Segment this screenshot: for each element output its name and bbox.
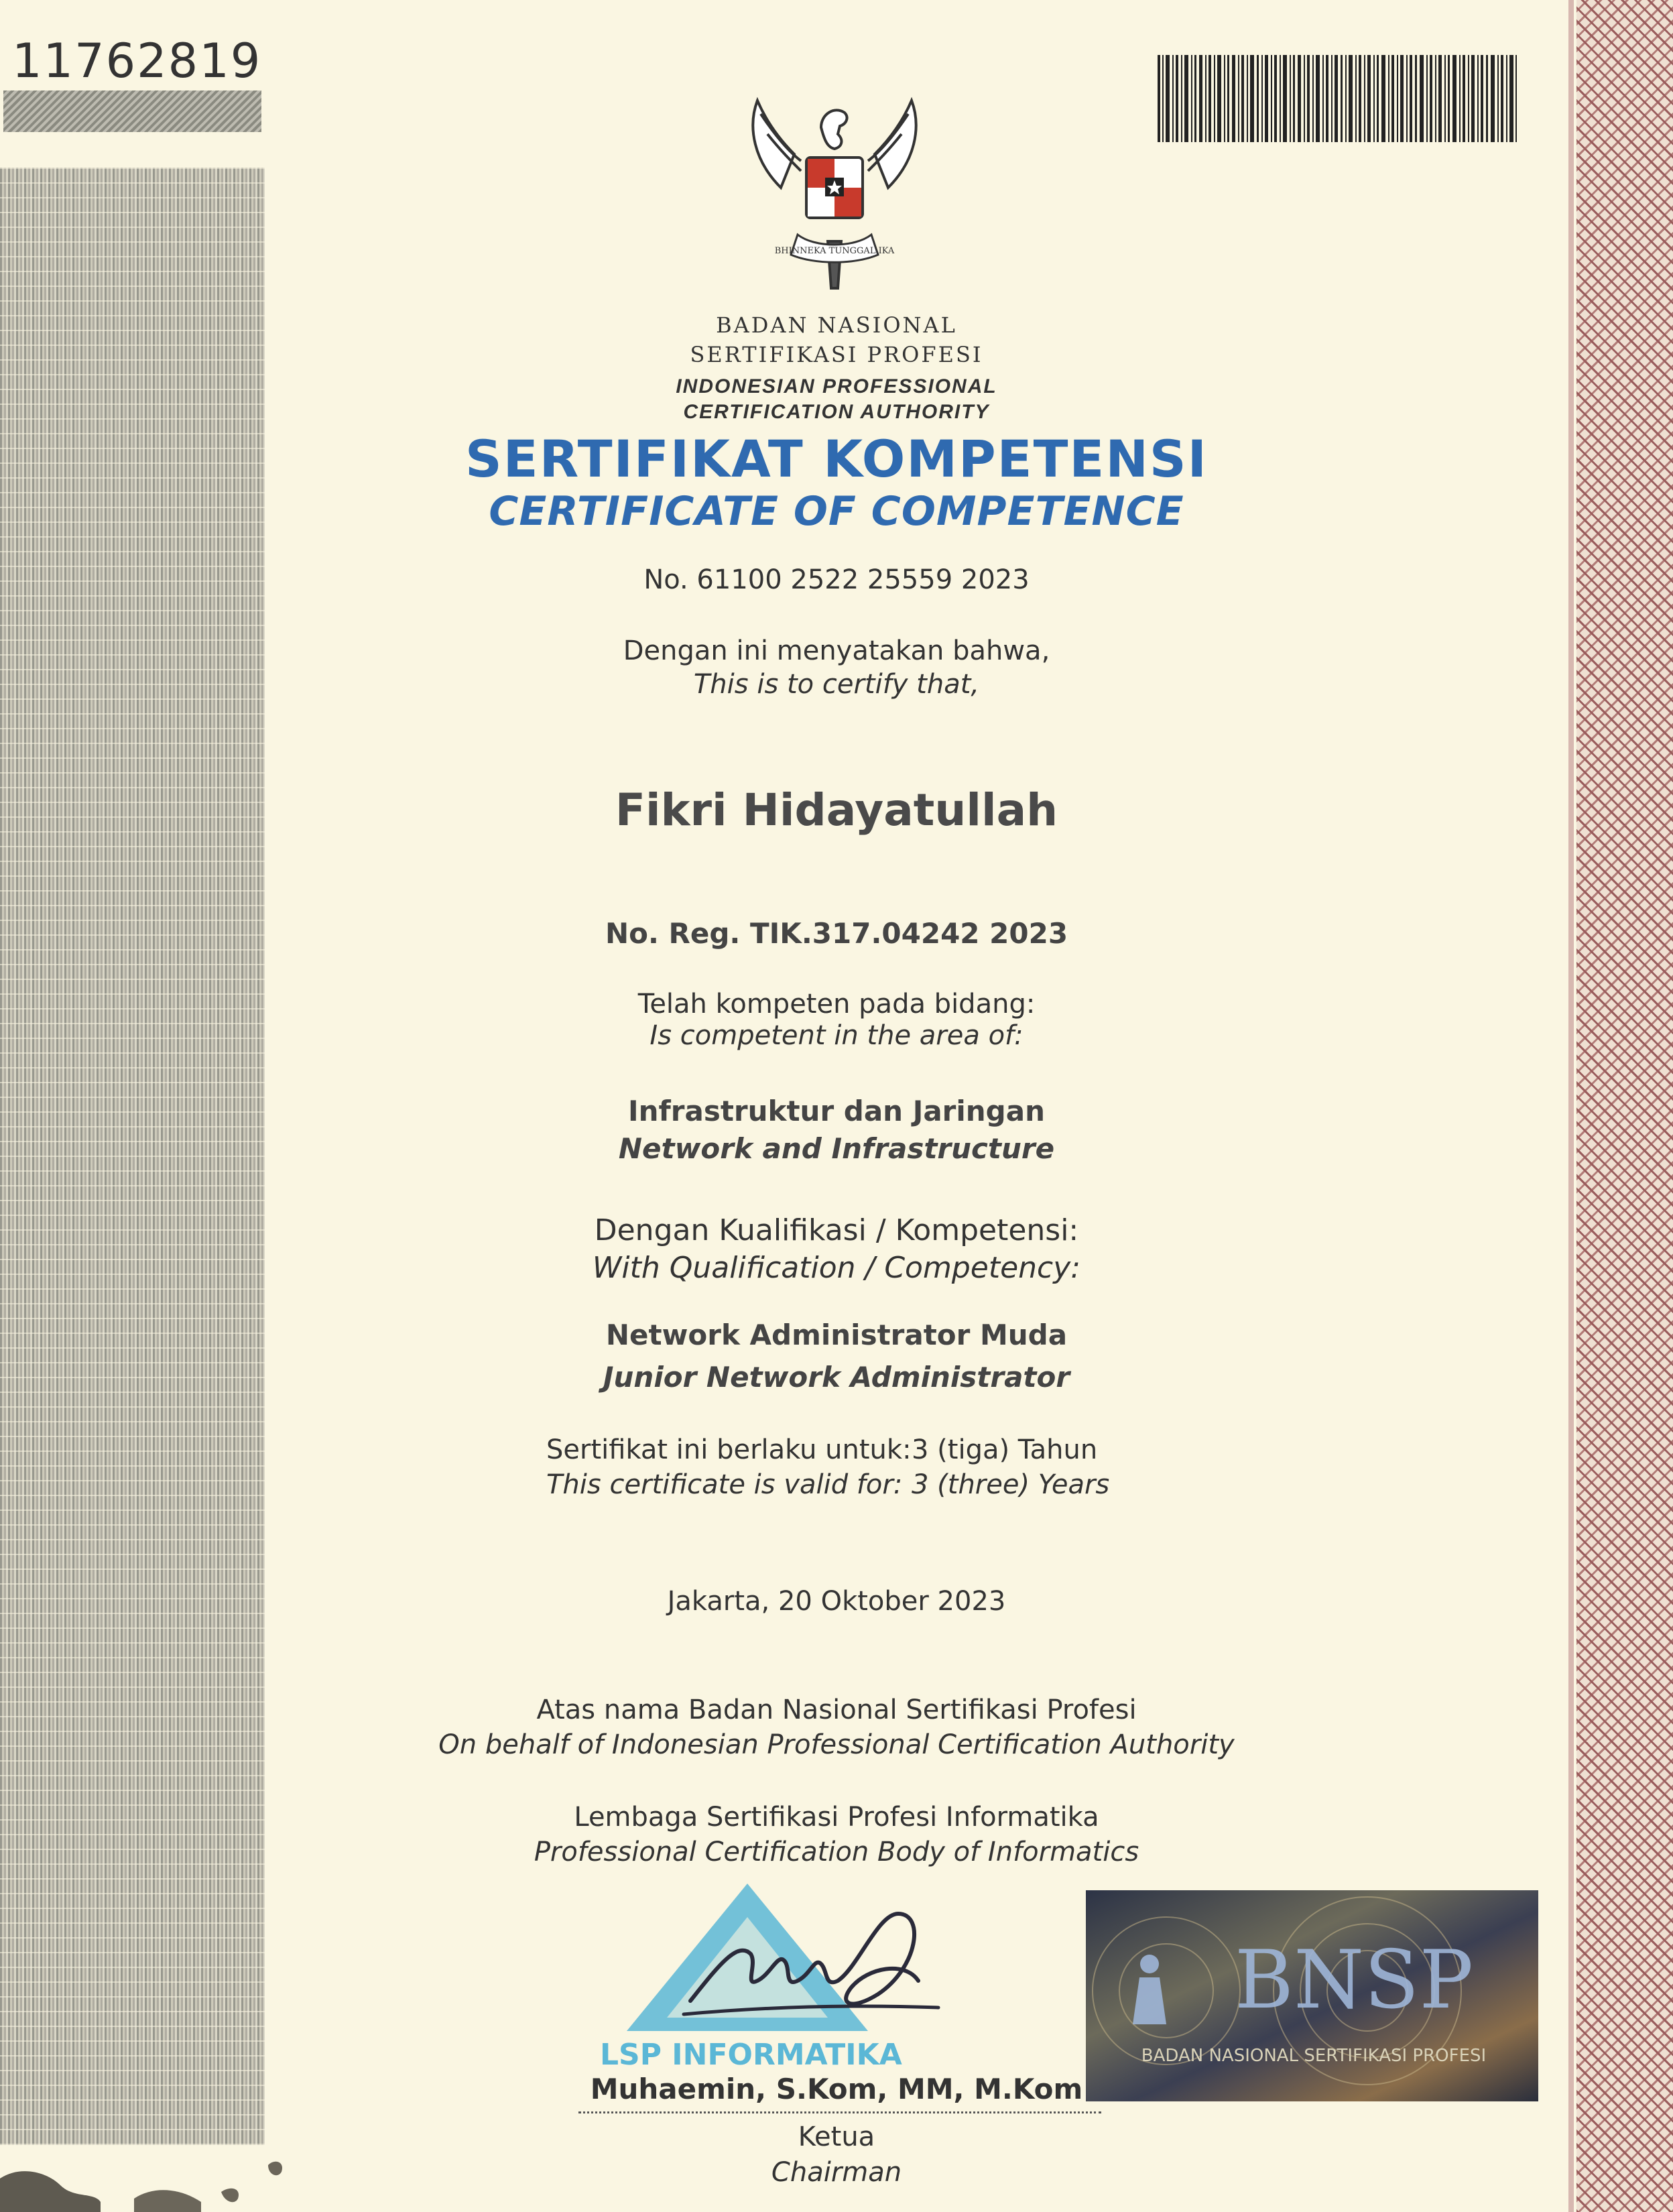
authority-name-en-line2: CERTIFICATION AUTHORITY (683, 401, 990, 423)
holder-name: Fikri Hidayatullah (615, 784, 1058, 836)
competent-label-en: Is competent in the area of: (649, 1020, 1024, 1051)
certification-body: Lembaga Sertifikasi Profesi Informatika (574, 1802, 1099, 1833)
bnsp-hologram-seal (1086, 1890, 1538, 2101)
validity-block (536, 1434, 1206, 1504)
qualification-label-en: With Qualification / Competency: (592, 1251, 1081, 1285)
certificate-title-en: CERTIFICATE OF COMPETENCE (489, 488, 1184, 535)
competency-field: Infrastruktur dan Jaringan (627, 1095, 1045, 1127)
qualification-label: Dengan Kualifikasi / Kompetensi: (594, 1213, 1079, 1247)
certify-statement-en: This is to certify that, (693, 669, 980, 700)
serial-number: 11762819 (12, 34, 262, 88)
signer-title-en: Chairman (771, 2157, 902, 2188)
emblem-motto: BHINNEKA TUNGGAL IKA (774, 246, 895, 256)
validity-value-en: 3 (three) Years (912, 1469, 1110, 1500)
garuda-emblem (727, 87, 942, 302)
certification-body-en: Professional Certification Body of Informatics (534, 1837, 1139, 1867)
on-behalf-en: On behalf of Indonesian Professional Certification Authority (438, 1729, 1235, 1760)
registration-number: No. Reg. TIK.317.04242 2023 (605, 917, 1068, 950)
certificate-title: SERTIFIKAT KOMPETENSI (465, 429, 1208, 489)
lsp-logo-text: LSP INFORMATIKA (600, 2038, 902, 2071)
authority-name-en-line1: INDONESIAN PROFESSIONAL (676, 375, 997, 397)
serial-security-band (3, 90, 261, 132)
validity-label-en: This certificate is valid for: (546, 1469, 903, 1500)
authority-name-line1: BADAN NASIONAL (716, 312, 957, 338)
validity-value: 3 (tiga) Tahun (912, 1434, 1098, 1465)
seal-abbr: BNSP (1234, 1934, 1474, 2027)
map-decoration (0, 2138, 402, 2212)
authority-name-line2: SERTIFIKASI PROFESI (690, 342, 983, 367)
competent-label: Telah kompeten pada bidang: (637, 989, 1036, 1020)
signature (677, 1887, 958, 2041)
qualification-name: Network Administrator Muda (605, 1318, 1068, 1351)
signature-line (578, 2111, 1101, 2113)
competency-field-en: Network and Infrastructure (618, 1132, 1055, 1165)
signer-name: Muhaemin, S.Kom, MM, M.Kom (590, 2073, 1083, 2105)
place-date: Jakarta, 20 Oktober 2023 (667, 1586, 1006, 1617)
seal-caption: BADAN NASIONAL SERTIFIKASI PROFESI (1141, 2046, 1487, 2066)
barcode (1156, 52, 1518, 145)
signer-title: Ketua (798, 2122, 875, 2152)
validity-label: Sertifikat ini berlaku untuk: (546, 1434, 912, 1465)
qualification-name-en: Junior Network Administrator (603, 1361, 1070, 1394)
certificate-number: No. 61100 2522 25559 2023 (643, 564, 1030, 595)
certify-statement: Dengan ini menyatakan bahwa, (623, 635, 1050, 666)
on-behalf: Atas nama Badan Nasional Sertifikasi Profesi (536, 1695, 1137, 1725)
